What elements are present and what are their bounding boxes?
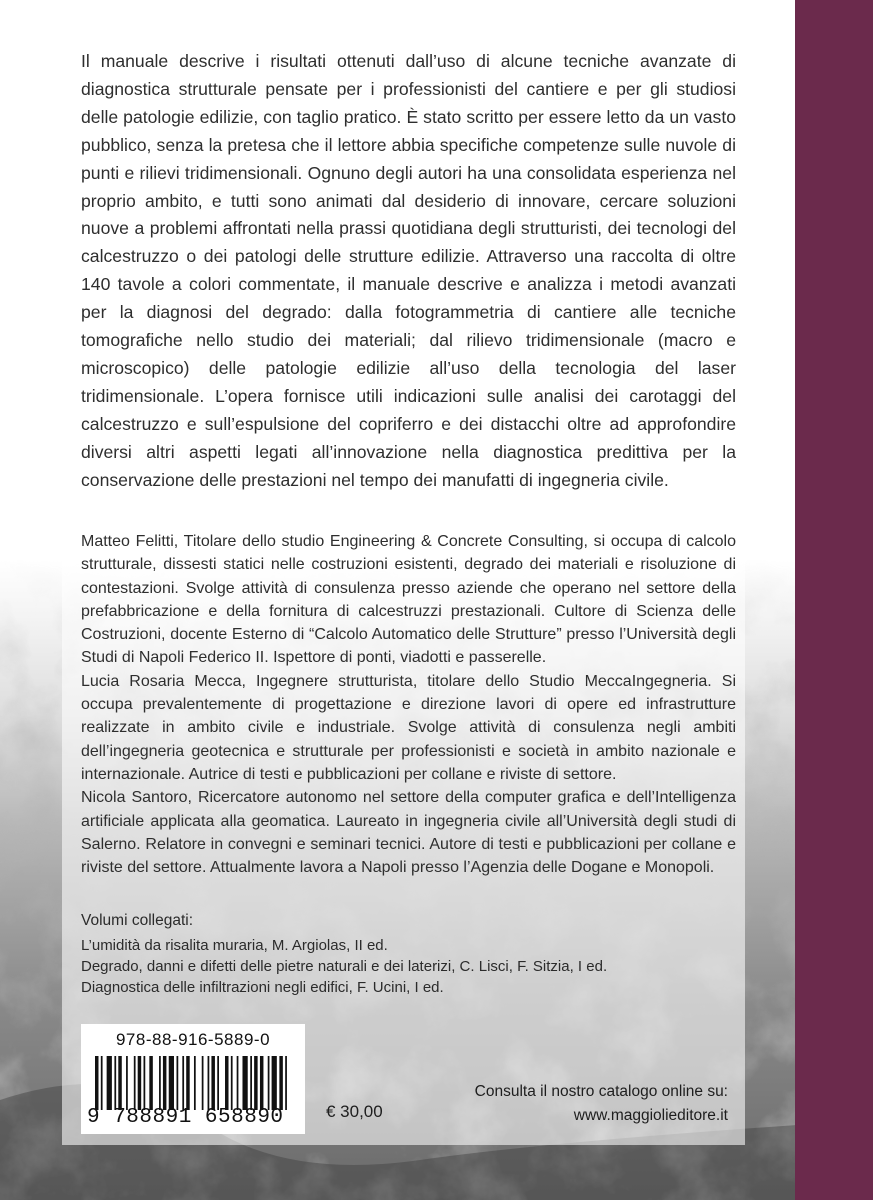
price: € 30,00	[326, 1102, 383, 1121]
author-name: Matteo Felitti,	[81, 533, 179, 550]
catalog-url[interactable]: www.maggiolieditore.it	[573, 1107, 728, 1124]
related-item: L’umidità da risalita muraria, M. Argiolas, II ed.	[81, 937, 388, 954]
related-item: Diagnostica delle infiltrazioni negli edifici, F. Ucini, I ed.	[81, 979, 444, 996]
book-spine	[795, 0, 873, 1200]
author-text: Ingegnere strutturista, titolare dello Studio MeccaIngegneria. Si occupa prevalentemente di progettazione e direzione lavori di opere ed infrastrutture realizzate in ambito civile e industriale. Svolge attività di consulenza negli ambiti dell’ingegneria geotecnica e strutturale per professionisti e società in ambito nazionale e internazionale. Autrice di testi e pubblicazioni per collane e riviste di settore.	[81, 672, 737, 783]
author-name: Lucia Rosaria Mecca,	[81, 672, 247, 690]
barcode-digits: 9 788891 658890	[87, 1106, 284, 1129]
author-name: Nicola Santoro,	[81, 789, 192, 807]
author-bio	[81, 670, 736, 786]
catalog-info	[475, 1080, 728, 1128]
related-item: Degrado, danni e difetti delle pietre naturali e dei laterizi, C. Lisci, F. Sitzia, I ed.	[81, 958, 608, 975]
catalog-label: Consulta il nostro catalogo online su:	[474, 1083, 728, 1100]
book-description: Il manuale descrive i risultati ottenuti dall’uso di alcune tecniche avanzate di diagnostica strutturale pensate per i professionisti del cantiere e per gli studiosi delle patologie edilizie, con taglio pratico. È stato scritto per essere letto da un vasto pubblico, senza la pretesa che il lettore abbia specifiche competenze sulle nuvole di punti e rilievi tridimensionali. Ognuno degli autori ha una consolidata esperienza nel proprio ambito, e tutti sono animati dal desiderio di innovare, cercare soluzioni nuove a problemi affrontati nella prassi quotidiana degli strutturisti, dei tecnologi del calcestruzzo o dei patologi delle strutture edilizie. Attraverso una raccolta di oltre 140 tavole a colori commentate, il manuale descrive e analizza i metodi avanzati per la diagnosi del degrado: dalla fotogrammetria di cantiere alle tecniche tomografiche nello studio dei materiali; dal rilievo tridimensionale (macro e microscopico) delle patologie edilizie all’uso della tecnologia del laser tridimensionale. L’opera fornisce utili indicazioni sulle analisi dei carotaggi del calcestruzzo e sull’espulsione del copriferro e dei distacchi oltre ad approfondire diversi altri aspetti legati all’innovazione nella diagnostica predittiva per la conservazione delle prestazioni nel tempo dei manufatti di ingegneria civile.	[81, 51, 736, 490]
related-title: Volumi collegati:	[81, 912, 194, 929]
barcode-bars	[95, 1056, 291, 1110]
author-text: Titolare dello studio Engineering & Concrete Consulting, si occupa di calcolo strutturale, dissesti statici nelle costruzioni esistenti, degrado dei materiali e risoluzione di contestazioni. Svolge attività di consulenza presso aziende che operano nel settore della prefabbricazione e della fornitura di calcestruzzi prestazionali. Cultore di Scienza delle Costruzioni, docente Esterno di “Calcolo Automatico delle Strutture” presso l’Università degli Studi di Napoli Federico II. Ispettore di ponti, viadotti e passerelle.	[81, 533, 737, 667]
authors-section	[81, 530, 736, 879]
author-bio	[81, 786, 736, 879]
isbn-text: 978-88-916-5889-0	[115, 1030, 271, 1049]
barcode	[81, 1024, 305, 1134]
author-text: Ricercatore autonomo nel settore della computer grafica e dell’Intelligenza artificiale applicata alla geomatica. Laureato in ingegneria civile all’Università degli studi di Salerno. Relatore in convegni e seminari tecnici. Autore di testi e pubblicazioni per collane e riviste del settore. Attualmente lavora a Napoli presso l’Agenzia delle Dogane e Monopoli.	[81, 789, 737, 877]
related-volumes	[81, 910, 736, 998]
author-bio	[81, 530, 736, 670]
